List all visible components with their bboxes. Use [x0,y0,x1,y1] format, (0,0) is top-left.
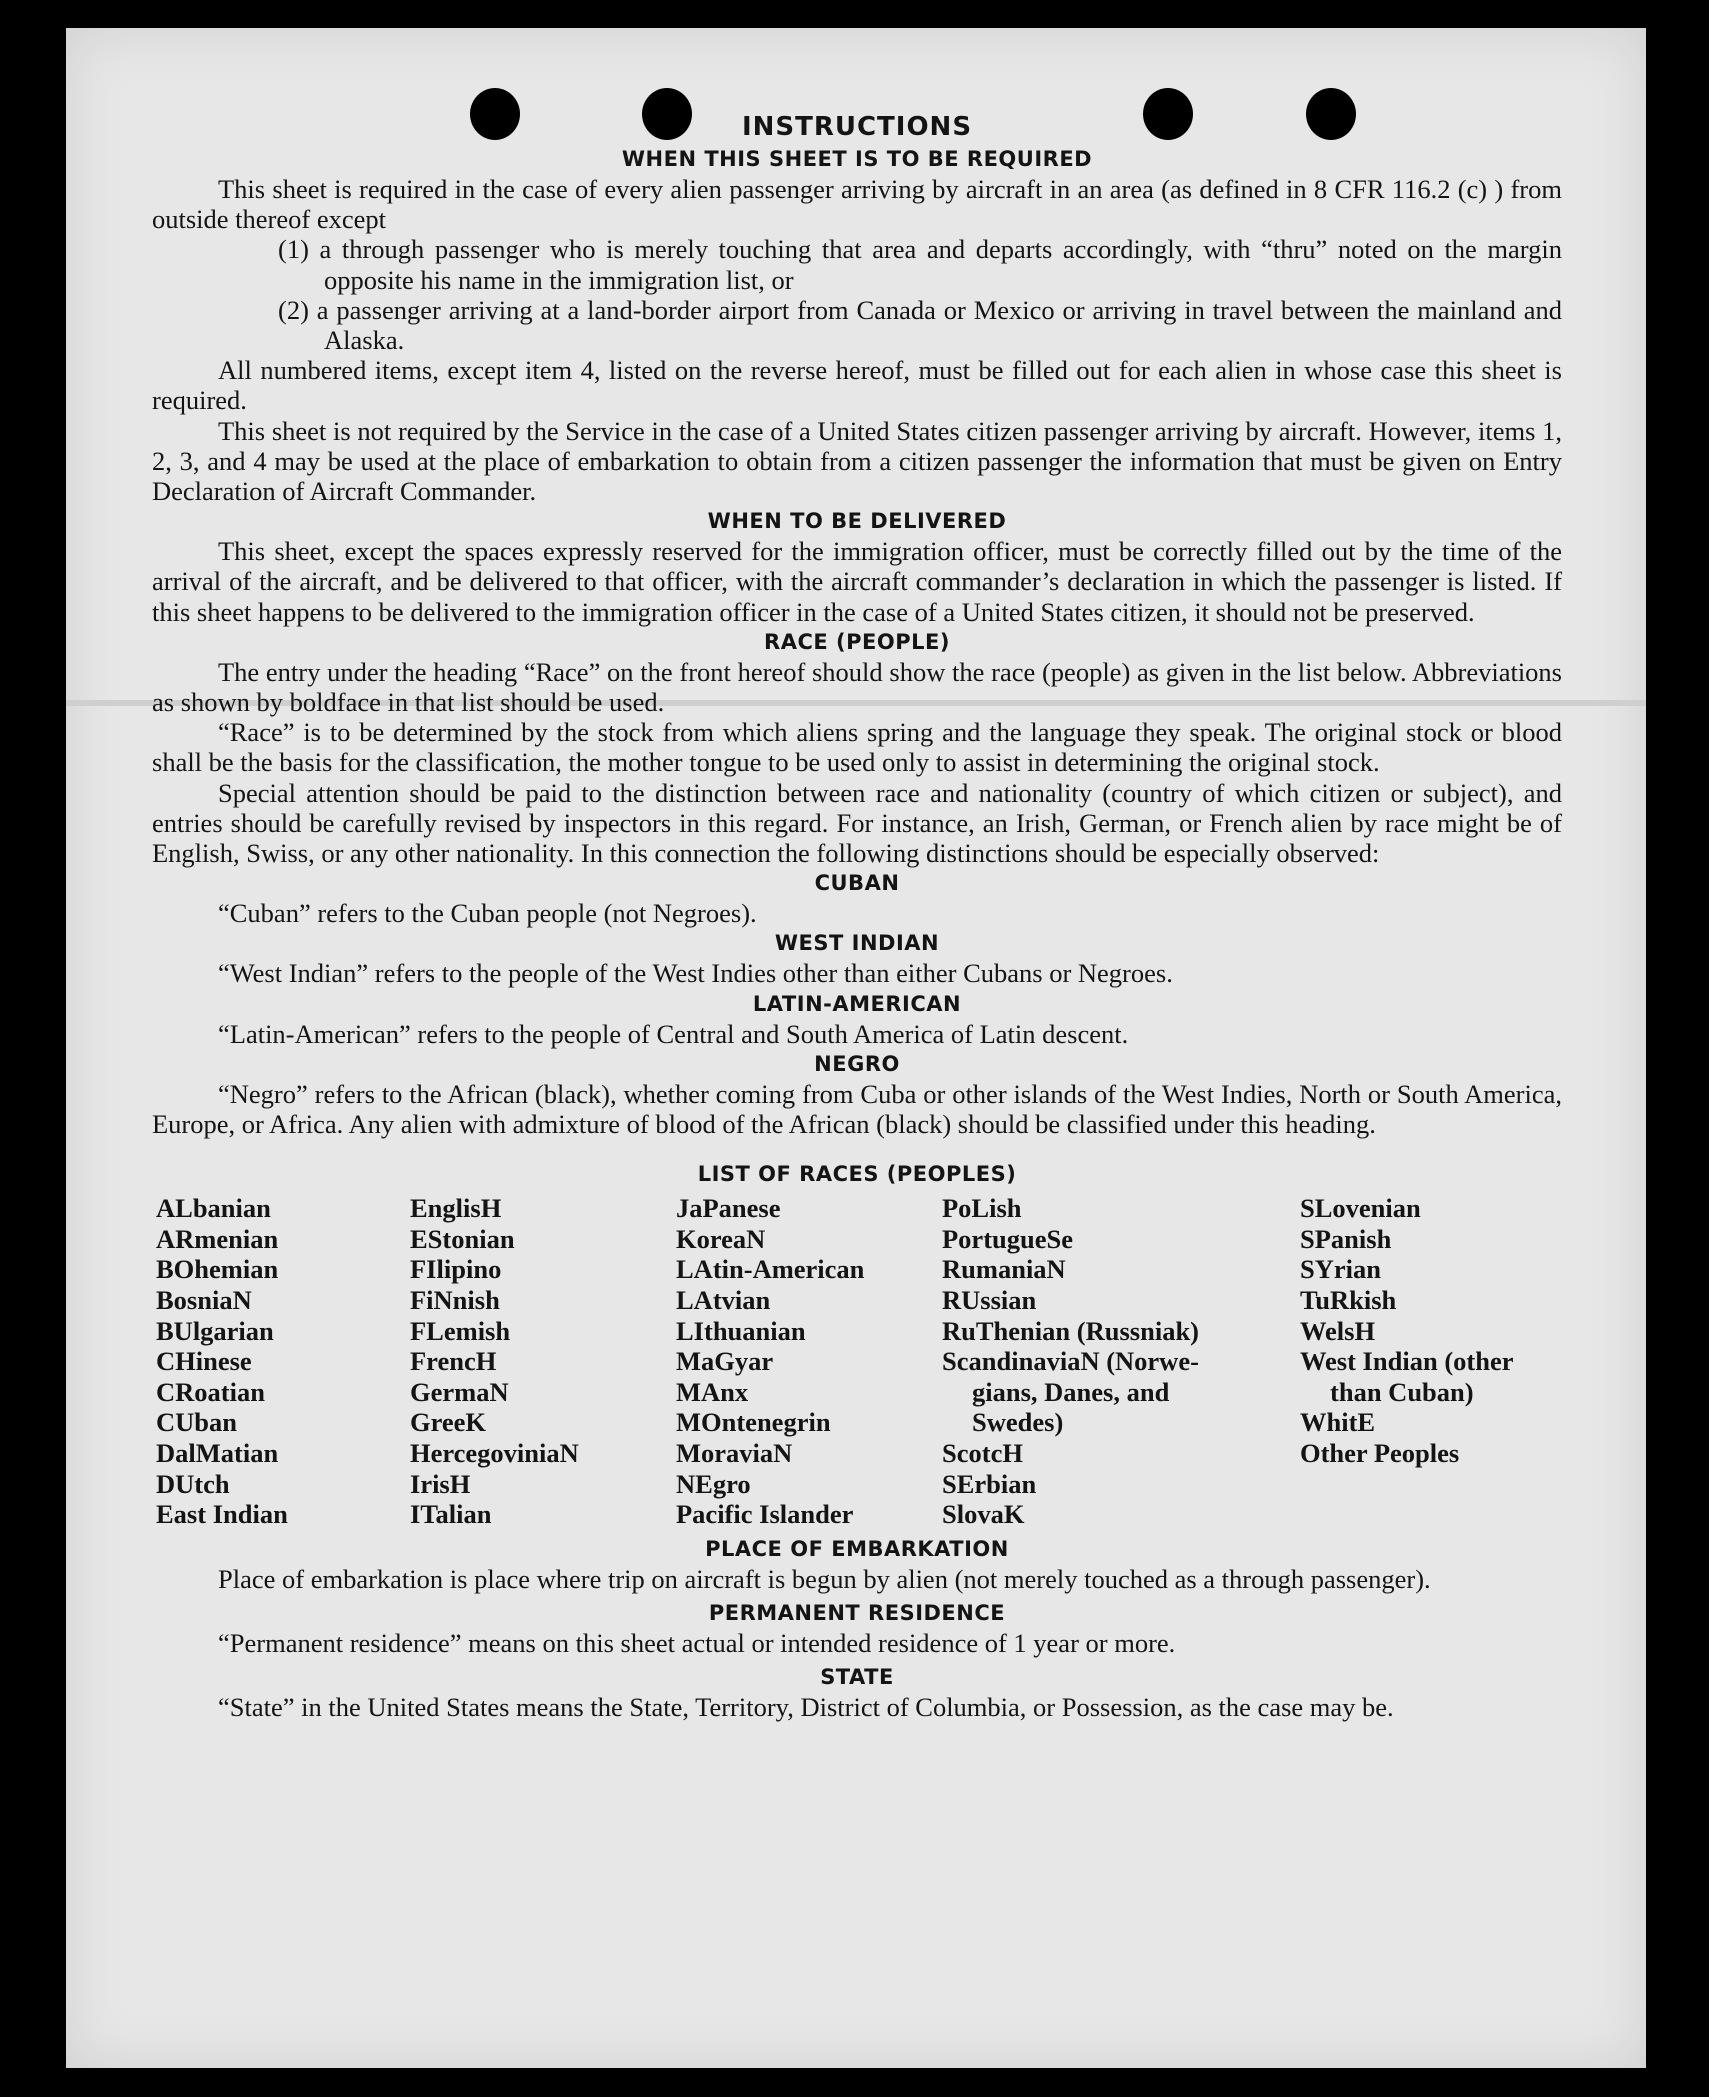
race-entry: SErbian [942,1468,1037,1499]
race-entry: PoLish [942,1193,1022,1224]
document-sheet [66,28,1646,2068]
race-entry: SYrian [1300,1254,1381,1285]
race-entry: GermaN [410,1376,509,1407]
exception-item: (1) a through passenger who is merely touching that area and departs accordingly, with “thru” noted on the margin opposite his name in the immigration list, or [278,234,1562,295]
race-entry: ALbanian [156,1193,271,1224]
race-entry: TuRkish [1300,1285,1397,1316]
race-entry: East Indian [156,1499,288,1530]
race-entry: MOntenegrin [676,1407,831,1438]
races-column [156,1193,410,1530]
paragraph: Place of embarkation is place where trip on aircraft is begun by alien (not merely touched as a through passenger). [218,1563,1431,1594]
paragraph: Special attention should be paid to the distinction between race and nationality (country of which citizen or subject), and entries should be carefully revised by inspectors in this regard. For instance, an Irish, German, or French alien by race might be of English, Swiss, or any other nationality. In this connection the following distinctions should be especially observed: [152,777,1562,869]
races-column [410,1193,676,1530]
race-entry: JaPanese [676,1193,781,1224]
race-entry: Pacific Islander [676,1499,854,1530]
race-entry: Other Peoples [1300,1438,1460,1469]
race-entry: ITalian [410,1499,492,1530]
section-heading: WEST INDIAN [774,931,940,956]
section-heading: PLACE OF EMBARKATION [705,1536,1009,1561]
race-entry: RumaniaN [942,1254,1066,1285]
race-entry: MoraviaN [676,1438,793,1469]
race-entry: BosniaN [156,1285,252,1316]
section-heading: WHEN TO BE DELIVERED [707,509,1007,534]
paragraph: This sheet, except the spaces expressly reserved for the immigration officer, must be correctly filled out by the time of the arrival of the aircraft, and be delivered to that officer, with the aircraft commander’s declaration in which the passenger is listed. If this sheet happens to be delivered to the immigration officer in the case of a United States citizen, it should not be preserved. [152,536,1562,627]
race-entry: WhitE [1300,1407,1376,1438]
race-entry: BUlgarian [156,1315,274,1346]
race-entry: FiNnish [410,1285,500,1316]
race-entry: EnglisH [410,1193,502,1224]
race-entry: DUtch [156,1468,230,1499]
race-entry: MAnx [676,1376,749,1407]
race-entry: West Indian (other [1300,1346,1514,1377]
race-entry: BOhemian [156,1254,279,1285]
race-entry: DalMatian [156,1438,279,1469]
race-entry: SLovenian [1300,1193,1421,1224]
race-entry: CUban [156,1407,238,1438]
section-heading: STATE [820,1665,894,1690]
paragraph: “Permanent residence” means on this sheet actual or intended residence of 1 year or more. [218,1628,1176,1659]
races-column [942,1193,1300,1530]
definition-text: “Latin-American” refers to the people of Central and South America of Latin descent. [218,1018,1129,1049]
race-entry: EStonian [410,1223,515,1254]
paragraph: “State” in the United States means the State, Territory, District of Columbia, or Possession, as the case may be. [218,1692,1394,1723]
races-list [156,1193,1562,1530]
section-heading: NEGRO [814,1051,900,1076]
paragraph: The entry under the heading “Race” on the front hereof should show the race (people) as given in the list below. Abbreviations as shown by boldface in that list should be used. [152,656,1562,718]
race-entry: ScandinaviaN (Norwe- [942,1346,1199,1377]
race-entry: RuThenian (Russniak) [942,1315,1200,1346]
race-entry: FrencH [410,1346,497,1377]
race-entry: SPanish [1300,1223,1392,1254]
race-entry: IrisH [410,1468,471,1499]
paragraph: This sheet is required in the case of every alien passenger arriving by aircraft in an area (as defined in 8 CFR 116.2 (c) ) from outside thereof except [152,174,1562,235]
race-entry: ScotcH [942,1438,1023,1469]
paragraph: All numbered items, except item 4, listed on the reverse hereof, must be filled out for each alien in whose case this sheet is required. [152,355,1562,416]
race-entry: GreeK [410,1407,487,1438]
race-entry: gians, Danes, and [972,1376,1170,1407]
race-entry: LAtin-American [676,1254,865,1285]
section-heading: CUBAN [814,871,900,896]
race-entry: FLemish [410,1315,511,1346]
page-title: INSTRUCTIONS [741,112,973,142]
section-heading: WHEN THIS SHEET IS TO BE REQUIRED [621,147,1093,171]
paragraph: This sheet is not required by the Service in the case of a United States citizen passenger arriving by aircraft. However, items 1, 2, 3, and 4 may be used at the place of embarkation to obtain from a citizen passenger the information that must be given on Entry Declaration of Aircraft Commander. [152,415,1562,507]
race-entry: than Cuban) [1330,1376,1474,1407]
race-entry: NEgro [676,1468,751,1499]
race-entry: RUssian [942,1285,1037,1316]
document-body [152,110,1562,1722]
race-entry: Swedes) [972,1407,1064,1438]
race-entry: ARmenian [156,1223,279,1254]
definition-text: “West Indian” refers to the people of the West Indies other than either Cubans or Negroes. [218,958,1173,989]
definition-text: “Negro” refers to the African (black), whether coming from Cuba or other islands of the West Indies, North or South America, Europe, or Africa. Any alien with admixture of blood of the African (black) should be classified under this heading. [152,1078,1562,1140]
section-heading: RACE (PEOPLE) [764,629,950,654]
race-entry: CHinese [156,1346,252,1377]
race-entry: WelsH [1300,1315,1376,1346]
section-heading: LIST OF RACES (PEOPLES) [697,1162,1017,1187]
race-entry: LAtvian [676,1285,771,1316]
races-column [1300,1193,1566,1530]
race-entry: CRoatian [156,1376,265,1407]
race-entry: PortugueSe [942,1223,1074,1254]
race-entry: MaGyar [676,1346,774,1377]
exception-item: (2) a passenger arriving at a land-border airport from Canada or Mexico or arriving in travel between the mainland and Alaska. [278,294,1562,356]
race-entry: LIthuanian [676,1315,806,1346]
section-heading: PERMANENT RESIDENCE [708,1601,1006,1626]
definition-text: “Cuban” refers to the Cuban people (not Negroes). [218,898,757,929]
section-heading: LATIN-AMERICAN [752,991,962,1016]
race-entry: HercegoviniaN [410,1438,579,1469]
race-entry: FIlipino [410,1254,502,1285]
paragraph: “Race” is to be determined by the stock from which aliens spring and the language they speak. The original stock or blood shall be the basis for the classification, the mother tongue to be used only to assist in determining the original stock. [152,717,1562,778]
race-entry: SlovaK [942,1499,1025,1530]
races-column [676,1193,942,1530]
race-entry: KoreaN [676,1223,766,1254]
